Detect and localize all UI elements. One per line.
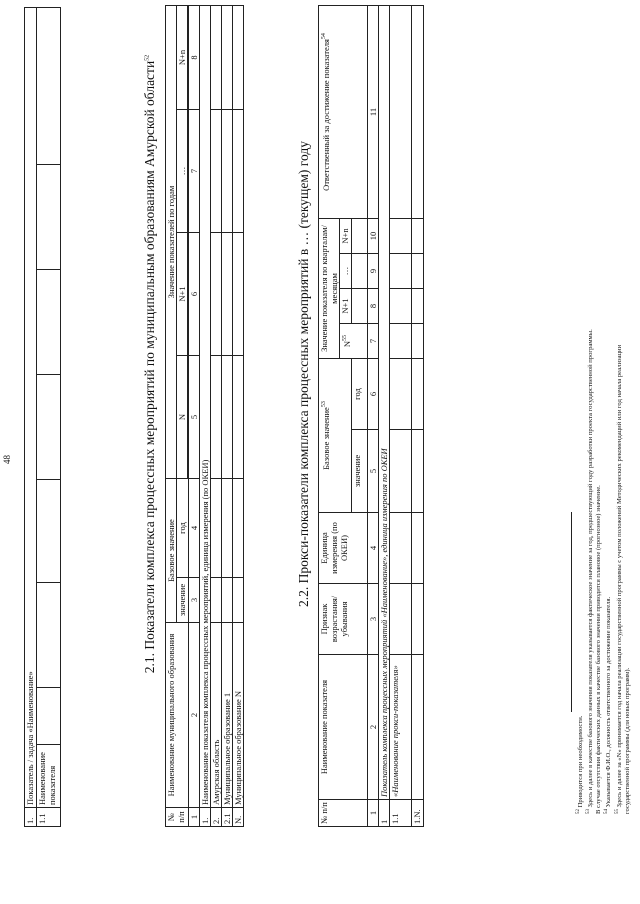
s1-colnum-5: 5: [189, 356, 200, 479]
s1-colnum-1: 1: [189, 808, 200, 827]
s1-h-base: Базовое значение: [166, 479, 177, 623]
table-row: 2. Амурская область: [211, 6, 222, 827]
table-row: 1. Наименование показателя комплекса процессных мероприятий, единица измерения (по ОКЕИ): [200, 6, 211, 827]
s2-colnum-10: 10: [368, 219, 379, 254]
s2-h-n1: N+1: [340, 289, 352, 324]
s1-colnum-2: 2: [189, 623, 200, 808]
s2-h-unit: Единица измерения (по ОКЕИ): [319, 513, 368, 584]
s1-colnum-6: 6: [189, 233, 200, 356]
s2-colnum-7: 7: [368, 324, 379, 359]
top-row1-num: 1.: [25, 808, 37, 827]
s2-colnum-5: 5: [368, 430, 379, 513]
s2-h-sign: Признак возрастания/ убывания: [319, 584, 368, 655]
s1-h-n1: N+1: [177, 233, 188, 356]
s2-colnum-3: 3: [368, 584, 379, 655]
s2-h-name: Наименование показателя: [319, 655, 368, 800]
section1-title: 2.1. Показатели комплекса процессных мероприятий по муниципальным образованиям Амурской области$^{52}$: [142, 54, 157, 674]
table-row: 1.1 «Наименование прокси-показателя»: [390, 6, 412, 827]
s1-h-n: N: [177, 356, 188, 479]
section1-table: [165, 5, 244, 827]
s2-h-base: Базовое значение$^{53}$: [319, 359, 352, 513]
s1-h-dots: …: [177, 110, 188, 233]
s2-h-n: $N^{55}$: [340, 324, 368, 359]
s2-colnum-8: 8: [368, 289, 379, 324]
s1-colnum-4: 4: [189, 479, 200, 578]
s1-h-base-value: значение: [177, 578, 189, 623]
s2-h-quarterly: Значение показателя по кварталам/месяцам: [319, 219, 340, 359]
footnote-53-cont: В случае отсутствия фактических данных в качестве базового значения приводится плановое (прогнозное) значение.: [595, 485, 603, 814]
s1-colnum-3: 3: [189, 578, 200, 623]
top-row2-num: 1.1: [37, 808, 61, 827]
table-row: 1 Показатель комплекса процессных мероприятий «Наименование», единица измерения по ОКЕИ: [379, 6, 390, 827]
footnote-54: $^{54}$ Указывается Ф.И.О., должность ответственного за достижение показателя.: [604, 596, 613, 814]
s1-colnum-8: 8: [189, 6, 200, 110]
table-row: 2.1 Муниципальное образование 1: [222, 6, 233, 827]
s2-h-base-value: значение: [352, 430, 368, 513]
top-table: [24, 7, 61, 827]
s1-h-num: № п/п: [166, 808, 189, 827]
s2-colnum-4: 4: [368, 513, 379, 584]
s2-h-nn: N+n: [340, 219, 352, 254]
table-row: N. Муниципальное образование N: [233, 6, 244, 827]
s2-colnum-9: 9: [368, 254, 379, 289]
footnote-separator: [571, 512, 572, 712]
footnotes: [575, 329, 632, 814]
s1-colnum-7: 7: [189, 110, 200, 233]
s1-h-nn: N+n: [177, 6, 188, 110]
s2-colnum-6: 6: [368, 359, 379, 430]
s2-colnum-2: 2: [368, 655, 379, 800]
s2-colnum-1: 1: [368, 800, 379, 827]
s1-h-base-year: год: [177, 479, 189, 578]
top-row1-text: Показатель / задача «Наименование»: [25, 8, 37, 808]
page-number: 48: [2, 455, 12, 464]
footnote-55-cont: государственной программы (для новых программ).: [623, 667, 631, 814]
footnote-52: $^{52}$ Приводится при необходимости.: [576, 715, 585, 814]
s2-colnum-11: 11: [368, 6, 379, 219]
section2-table: [318, 5, 424, 827]
s2-h-base-year: год: [352, 359, 368, 430]
footnote-55: $^{55}$ Здесь и далее за «N» принимается год начала реализации государственной программы с учетом положений Методических рекомендаций или год начала реализации: [614, 344, 623, 814]
section2-title: 2.2. Прокси-показатели комплекса процессных мероприятий в … (текущем) году: [296, 141, 311, 607]
s1-h-mo-name: Наименование муниципального образования: [166, 623, 189, 808]
table-row: 1.N.: [412, 6, 424, 827]
footnote-53: $^{53}$ Здесь и далее в качестве базового значения показателя указывается фактическое значение за год, предшествующий году разработки проекта государственной программы.: [586, 329, 595, 814]
s2-h-dots: …: [340, 254, 352, 289]
top-row2-text: Наименование показателя: [37, 745, 61, 808]
s1-h-by-years: Значение показателей по годам: [166, 6, 177, 479]
s2-h-num: № п/п: [319, 800, 368, 827]
s2-h-resp: Ответственный за достижение показателя$^{54}$: [319, 6, 368, 219]
